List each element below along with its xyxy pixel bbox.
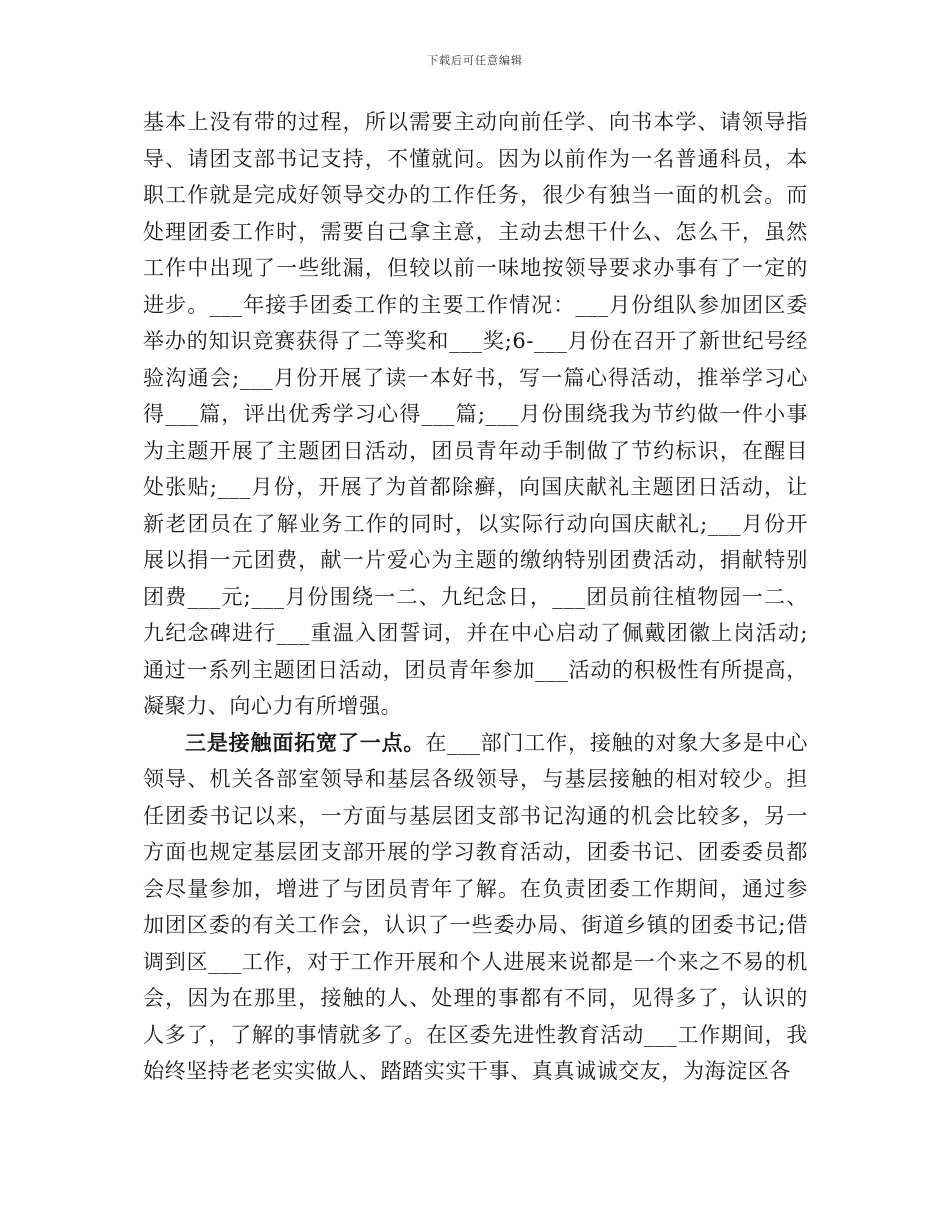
document-body [143, 104, 808, 1090]
paragraph-2 [143, 725, 808, 1090]
paragraph-2-text: 在___部门工作，接触的对象大多是中心领导、机关各部室领导和基层各级领导，与基层接触的相对较少。担任团委书记以来，一方面与基层团支部书记沟通的机会比较多，另一方面也规定基层团支部开展的学习教育活动，团委书记、团委委员都会尽量参加，增进了与团员青年了解。在负责团委工作期间，通过参加团区委的有关工作会，认识了一些委办局、街道乡镇的团委书记;借调到区___工作，对于工作开展和个人进展来说都是一个来之不易的机会，因为在那里，接触的人、处理的事都有不同，见得多了，认识的人多了，了解的事情就多了。在区委先进性教育活动___工作期间，我始终坚持老老实实做人、踏踏实实干事、真真诚诚交友，为海淀区各 [143, 730, 808, 1083]
page-header: 下载后可任意编辑 [427, 54, 523, 67]
paragraph-1 [143, 104, 808, 725]
paragraph-2-lead: 三是接触面拓宽了一点。 [185, 729, 426, 755]
paragraph-1-text: 基本上没有带的过程，所以需要主动向前任学、向书本学、请领导指导、请团支部书记支持，不懂就问。因为以前作为一名普通科员，本职工作就是完成好领导交办的工作任务，很少有独当一面的机会。而处理团委工作时，需要自己拿主意，主动去想干什么、怎么干，虽然工作中出现了一些纰漏，但较以前一味地按领导要求办事有了一定的进步。___年接手团委工作的主要工作情况：___月份组队参加团区委举办的知识竞赛获得了二等奖和___奖;6-___月份在召开了新世纪号经验沟通会;___月份开展了读一本好书，写一篇心得活动，推举学习心得___篇，评出优秀学习心得___篇;___月份围绕我为节约做一件小事为主题开展了主题团日活动，团员青年动手制做了节约标识，在醒目处张贴;___月份，开展了为首都除癣，向国庆献礼主题团日活动，让新老团员在了解业务工作的同时，以实际行动向国庆献礼;___月份开展以捐一元团费，献一片爱心为主题的缴纳特别团费活动，捐献特别团费___元;___月份围绕一二、九纪念日，___团员前往植物园一二、九纪念碑进行___重温入团誓词，并在中心启动了佩戴团徽上岗活动;通过一系列主题团日活动，团员青年参加___活动的积极性有所提高，凝聚力、向心力有所增强。 [143, 110, 808, 718]
